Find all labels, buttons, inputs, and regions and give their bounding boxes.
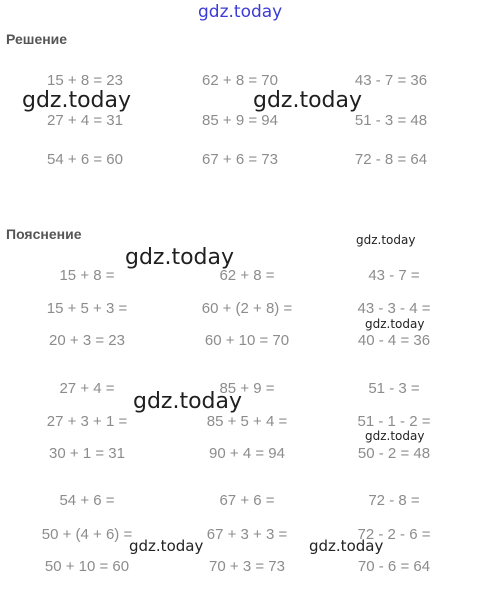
expl-g3-c3-l2: 72 - 2 - 6 = [357,526,431,543]
expl-g2-c2-l3: 90 + 4 = 94 [209,445,285,462]
solution-r1-c1: 15 + 8 = 23 [47,72,123,89]
expl-g2-c1-l1: 27 + 4 = [59,380,115,397]
solution-r3-c3: 72 - 8 = 64 [354,151,428,168]
expl-g1-c1-l1: 15 + 8 = [59,267,115,284]
expl-g2-c3-l2: 51 - 1 - 2 = [357,413,431,430]
solution-r1-c3: 43 - 7 = 36 [354,72,428,89]
expl-g3-c2-l2: 67 + 3 + 3 = [206,526,288,543]
site-watermark: gdz.today [253,88,363,113]
expl-g3-c3-l1: 72 - 8 = [368,492,420,509]
solution-r2-c3: 51 - 3 = 48 [354,112,428,129]
solution-r1-c2: 62 + 8 = 70 [202,72,278,89]
expl-g2-c2-l2: 85 + 5 + 4 = [206,413,288,430]
expl-g3-c2-l1: 67 + 6 = [219,492,275,509]
solution-heading: Решение [6,31,68,47]
expl-g1-c2-l3: 60 + 10 = 70 [204,332,290,349]
site-watermark: gdz.today [365,317,425,331]
expl-g1-c2-l1: 62 + 8 = [219,267,275,284]
site-watermark: gdz.today [309,537,384,555]
expl-g2-c3-l3: 50 - 2 = 48 [357,445,431,462]
site-watermark: gdz.today [125,245,235,270]
site-watermark: gdz.today [129,537,204,555]
expl-g3-c2-l3: 70 + 3 = 73 [209,558,285,575]
expl-g2-c1-l2: 27 + 3 + 1 = [46,413,128,430]
site-watermark: gdz.today [365,429,425,443]
solution-r2-c2: 85 + 9 = 94 [202,112,278,129]
expl-g1-c1-l3: 20 + 3 = 23 [49,332,125,349]
expl-g1-c1-l2: 15 + 5 + 3 = [46,300,128,317]
expl-g2-c2-l1: 85 + 9 = [219,380,275,397]
solution-r3-c2: 67 + 6 = 73 [202,151,278,168]
expl-g1-c3-l1: 43 - 7 = [368,267,420,284]
site-watermark: gdz.today [356,233,416,247]
site-watermark-top: gdz.today [198,2,283,22]
expl-g2-c1-l3: 30 + 1 = 31 [49,445,125,462]
explanation-heading: Пояснение [6,226,82,242]
site-watermark: gdz.today [22,88,132,113]
expl-g1-c3-l3: 40 - 4 = 36 [357,332,431,349]
expl-g3-c1-l1: 54 + 6 = [59,492,115,509]
expl-g1-c2-l2: 60 + (2 + 8) = [201,300,293,317]
solution-r3-c1: 54 + 6 = 60 [47,151,123,168]
site-watermark: gdz.today [133,389,243,414]
expl-g3-c1-l3: 50 + 10 = 60 [44,558,130,575]
expl-g3-c1-l2: 50 + (4 + 6) = [41,526,133,543]
solution-r2-c1: 27 + 4 = 31 [47,112,123,129]
expl-g3-c3-l3: 70 - 6 = 64 [357,558,431,575]
expl-g1-c3-l2: 43 - 3 - 4 = [357,300,431,317]
expl-g2-c3-l1: 51 - 3 = [368,380,420,397]
